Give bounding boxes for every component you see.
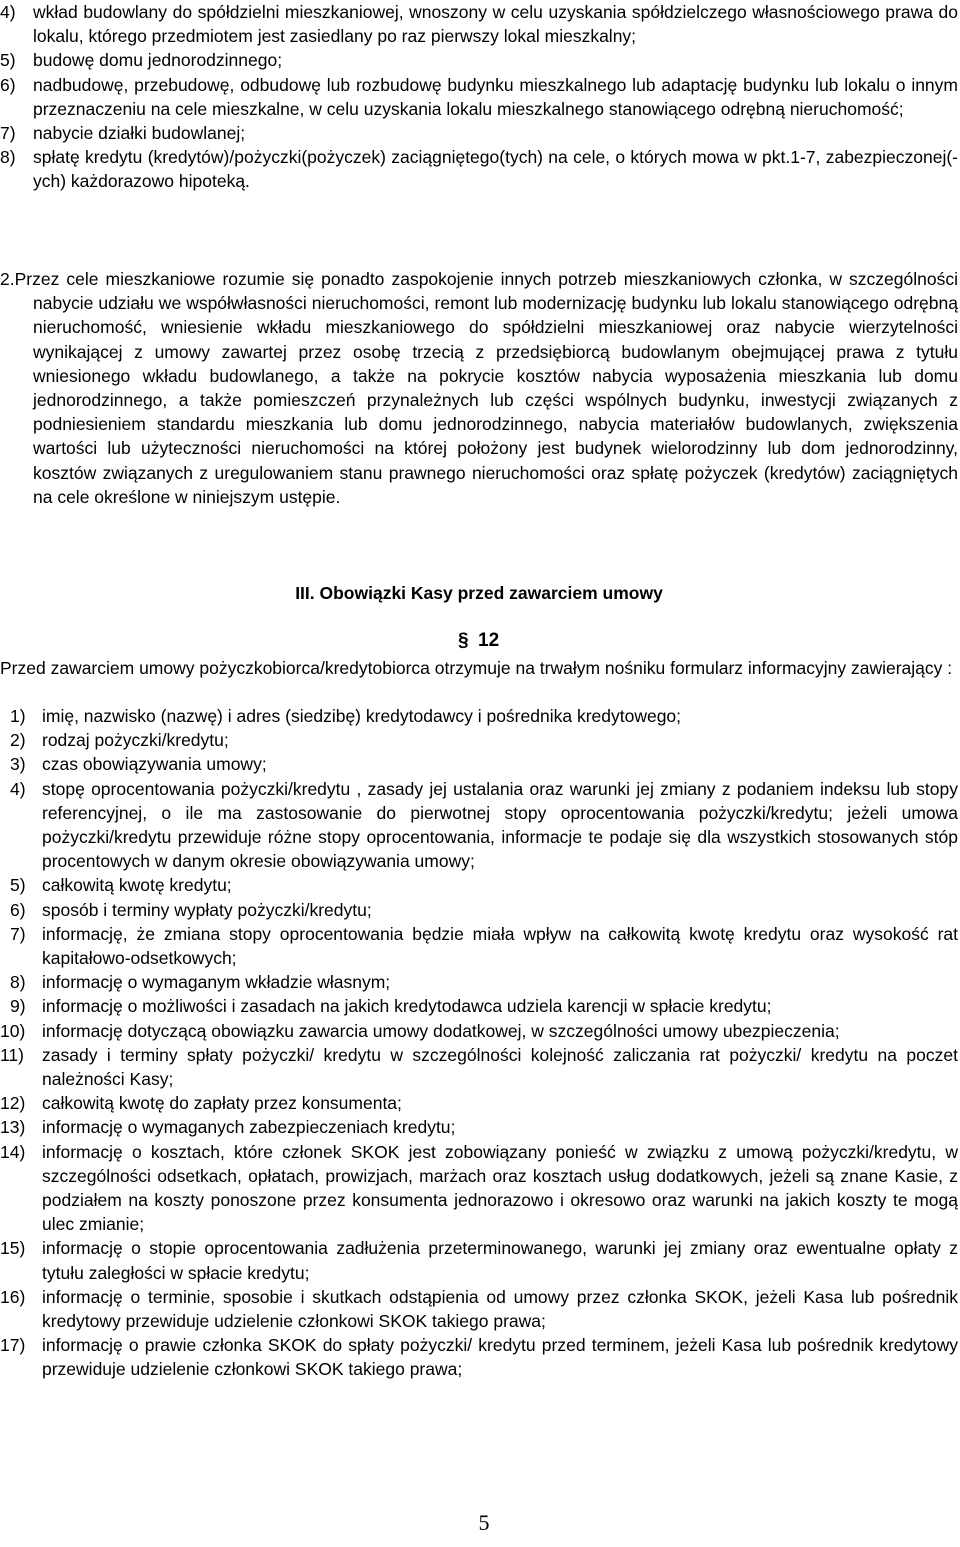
list-item-number: 16) bbox=[0, 1286, 26, 1307]
list-item-number: 9) bbox=[10, 996, 26, 1017]
point-2-paragraph: 2.Przez cele mieszkaniowe rozumie się ponadto zaspokojenie innych potrzeb mieszkaniowych członka, w szczególności nabycie udziału we współwłasności nieruchomości, remont lub modernizację budynku lub lokalu stanowiącego odrębną nieruchomość, wniesienie wkładu mieszkaniowego do spółdzielni mieszkaniowej oraz nabycie wierzytelności wynikającej z umowy zawartej przez osobę trzecią z przedsiębiorcą budowlanym obejmującej prawa z tytułu wniesionego wkładu budowlanego, a także na pokrycie kosztów nabycia wyposażenia mieszkania lub domu jednorodzinnego, a także pomieszczeń przynależnych lub części wspólnych budynku, inwestycji związanych z podniesieniem standardu mieszkania lub domu jednorodzinnego, nabycia materiałów budowlanych, zwiększenia wartości lub użyteczności nieruchomości na której położony jest budynek wielorodzinny lub dom jednorodzinny, kosztów związanych z uregulowaniem stanu prawnego nieruchomości oraz spłatę pożyczek (kredytów) zaciągniętych na cele określone w niniejszym ustępie. bbox=[0, 269, 958, 507]
list-item-number: 8) bbox=[10, 972, 26, 993]
list-item-number: 5) bbox=[0, 50, 16, 71]
list-item bbox=[0, 752, 958, 776]
list-item-number: 4) bbox=[0, 2, 16, 22]
list-item-text: spłatę kredytu (kredytów)/pożyczki(pożyczek) zaciągniętego(tych) na cele, o których mowa w pkt.1-7, zabezpieczonej(-ych) każdorazowo hipoteką. bbox=[33, 147, 958, 192]
list-item-text: zasady i terminy spłaty pożyczki/ kredytu w szczególności kolejność zaliczania rat pożyczki/ kredytu na poczet należności Kasy; bbox=[42, 1044, 958, 1090]
list-item-number: 8) bbox=[0, 147, 16, 168]
list-item-number: 14) bbox=[0, 1141, 26, 1162]
list-item bbox=[0, 1115, 958, 1139]
list-item bbox=[0, 1236, 958, 1284]
list-item bbox=[0, 0, 958, 48]
list-item bbox=[0, 994, 958, 1018]
list-item-text: informację o prawie członka SKOK do spłaty pożyczki/ kredytu przed terminem, jeżeli Kasa lub pośrednik kredytowy przewiduje udzielenie członkowi SKOK takiego prawa; bbox=[42, 1335, 958, 1380]
list-item-text: informację o kosztach, które członek SKOK jest zobowiązany ponieść w związku z umową pożyczki/kredytu, w szczególności odsetkach, opłatach, prowizjach, marżach oraz kosztach usług dodatkowych, jeżeli są znane Kasie, z podziałem na koszty ponoszone przez konsumenta jednorazowo i okresowo oraz warunki na jakich koszty te mogą ulec zmianie; bbox=[42, 1141, 958, 1235]
list-item bbox=[0, 1285, 958, 1333]
list-item-text: nabycie działki budowlanej; bbox=[33, 123, 246, 144]
list-item bbox=[0, 1043, 958, 1091]
list-item bbox=[0, 922, 958, 970]
list-item bbox=[0, 121, 958, 145]
list-item-text: informację o terminie, sposobie i skutkach odstąpienia od umowy przez członka SKOK, jeżeli Kasa lub pośrednik kredytowy przewiduje udzielenie członkowi SKOK takiego prawa; bbox=[42, 1286, 958, 1332]
list-item-number: 13) bbox=[0, 1117, 26, 1138]
list-item-number: 12) bbox=[0, 1093, 26, 1114]
list-item-number: 17) bbox=[0, 1335, 26, 1356]
list-item bbox=[0, 898, 958, 922]
list-item bbox=[0, 48, 958, 72]
page-number: 5 bbox=[478, 1510, 490, 1535]
list-item-number: 2) bbox=[10, 730, 26, 751]
list-b bbox=[0, 704, 958, 1382]
list-item-number: 3) bbox=[10, 754, 26, 775]
list-item-text: imię, nazwisko (nazwę) i adres (siedzibę) kredytodawcy i pośrednika kredytowego; bbox=[42, 706, 682, 726]
list-item-number: 7) bbox=[0, 123, 16, 144]
list-item-number: 15) bbox=[0, 1238, 26, 1259]
list-item bbox=[0, 728, 958, 752]
list-item-number: 1) bbox=[10, 706, 26, 726]
list-item-number: 6) bbox=[10, 899, 26, 920]
paragraph-marker bbox=[458, 630, 499, 652]
list-item-text: całkowitą kwotę kredytu; bbox=[42, 875, 232, 896]
list-item-text: informację, że zmiana stopy oprocentowania będzie miała wpływ na całkowitą kwotę kredytu oraz wysokość rat kapitałowo-odsetkowych; bbox=[42, 923, 958, 969]
list-item-text: informację o wymaganym wkładzie własnym; bbox=[42, 972, 391, 993]
list-item-text: informację o wymaganych zabezpieczeniach kredytu; bbox=[42, 1117, 456, 1138]
list-item-text: całkowitą kwotę do zapłaty przez konsumenta; bbox=[42, 1093, 402, 1114]
list-item-number: 11) bbox=[0, 1044, 24, 1065]
list-item-number: 10) bbox=[0, 1020, 26, 1041]
list-item bbox=[0, 145, 958, 193]
list-item-text: informację dotyczącą obowiązku zawarcia umowy dodatkowej, w szczególności umowy ubezpieczenia; bbox=[42, 1020, 840, 1041]
list-item-text: stopę oprocentowania pożyczki/kredytu , zasady jej ustalania oraz warunki jej zmiany z podaniem indeksu lub stopy referencyjnej, o ile ma zastosowanie do pierwotnej stopy oprocentowania pożyczki/kredytu; jeżeli umowa pożyczki/kredytu przewiduje różne stopy oprocentowania, informacje te podaje się dla wszystkich stosowanych stóp procentowych w danym okresie obowiązywania umowy; bbox=[42, 778, 958, 872]
list-item-number: 7) bbox=[10, 923, 26, 944]
list-item bbox=[0, 73, 958, 121]
section-heading: III. Obowiązki Kasy przed zawarciem umowy bbox=[295, 583, 663, 603]
list-item bbox=[0, 970, 958, 994]
list-item-number: 4) bbox=[10, 778, 26, 799]
list-item-text: czas obowiązywania umowy; bbox=[42, 754, 267, 775]
list-item-text: sposób i terminy wypłaty pożyczki/kredytu; bbox=[42, 899, 372, 920]
paragraph-number: 12 bbox=[478, 630, 500, 651]
list-item bbox=[0, 873, 958, 897]
list-item-text: wkład budowlany do spółdzielni mieszkaniowej, wnoszony w celu uzyskania spółdzielczego własnościowego prawa do lokalu, którego przedmiotem jest zasiedlany po raz pierwszy lokal mieszkalny; bbox=[33, 2, 958, 47]
list-item bbox=[0, 704, 958, 728]
list-item-number: 6) bbox=[0, 74, 16, 95]
list-item-text: budowę domu jednorodzinnego; bbox=[33, 50, 283, 71]
list-item bbox=[0, 1333, 958, 1381]
list-item-text: nadbudowę, przebudowę, odbudowę lub rozbudowę budynku mieszkalnego lub adaptację budynku lub lokalu o innym przeznaczeniu na cele mieszkalne, w celu uzyskania lokalu mieszkalnego stanowiącego odrębną nieruchomość; bbox=[33, 74, 958, 119]
list-a bbox=[0, 0, 958, 194]
section-symbol: § bbox=[458, 630, 469, 651]
list-item-number: 5) bbox=[10, 875, 26, 896]
list-item-text: rodzaj pożyczki/kredytu; bbox=[42, 730, 229, 751]
list-item bbox=[0, 777, 958, 874]
list-item-text: informację o stopie oprocentowania zadłużenia przeterminowanego, warunki jej zmiany oraz ewentualne opłaty z tytułu zaległości w spłacie kredytu; bbox=[42, 1238, 958, 1283]
list-item-text: informację o możliwości i zasadach na jakich kredytodawca udziela karencji w spłacie kredytu; bbox=[42, 996, 772, 1017]
list-item bbox=[0, 1091, 958, 1115]
intro-text: Przed zawarciem umowy pożyczkobiorca/kredytobiorca otrzymuje na trwałym nośniku formularz informacyjny zawierający : bbox=[0, 658, 953, 678]
list-item bbox=[0, 1140, 958, 1237]
list-item bbox=[0, 1019, 958, 1043]
